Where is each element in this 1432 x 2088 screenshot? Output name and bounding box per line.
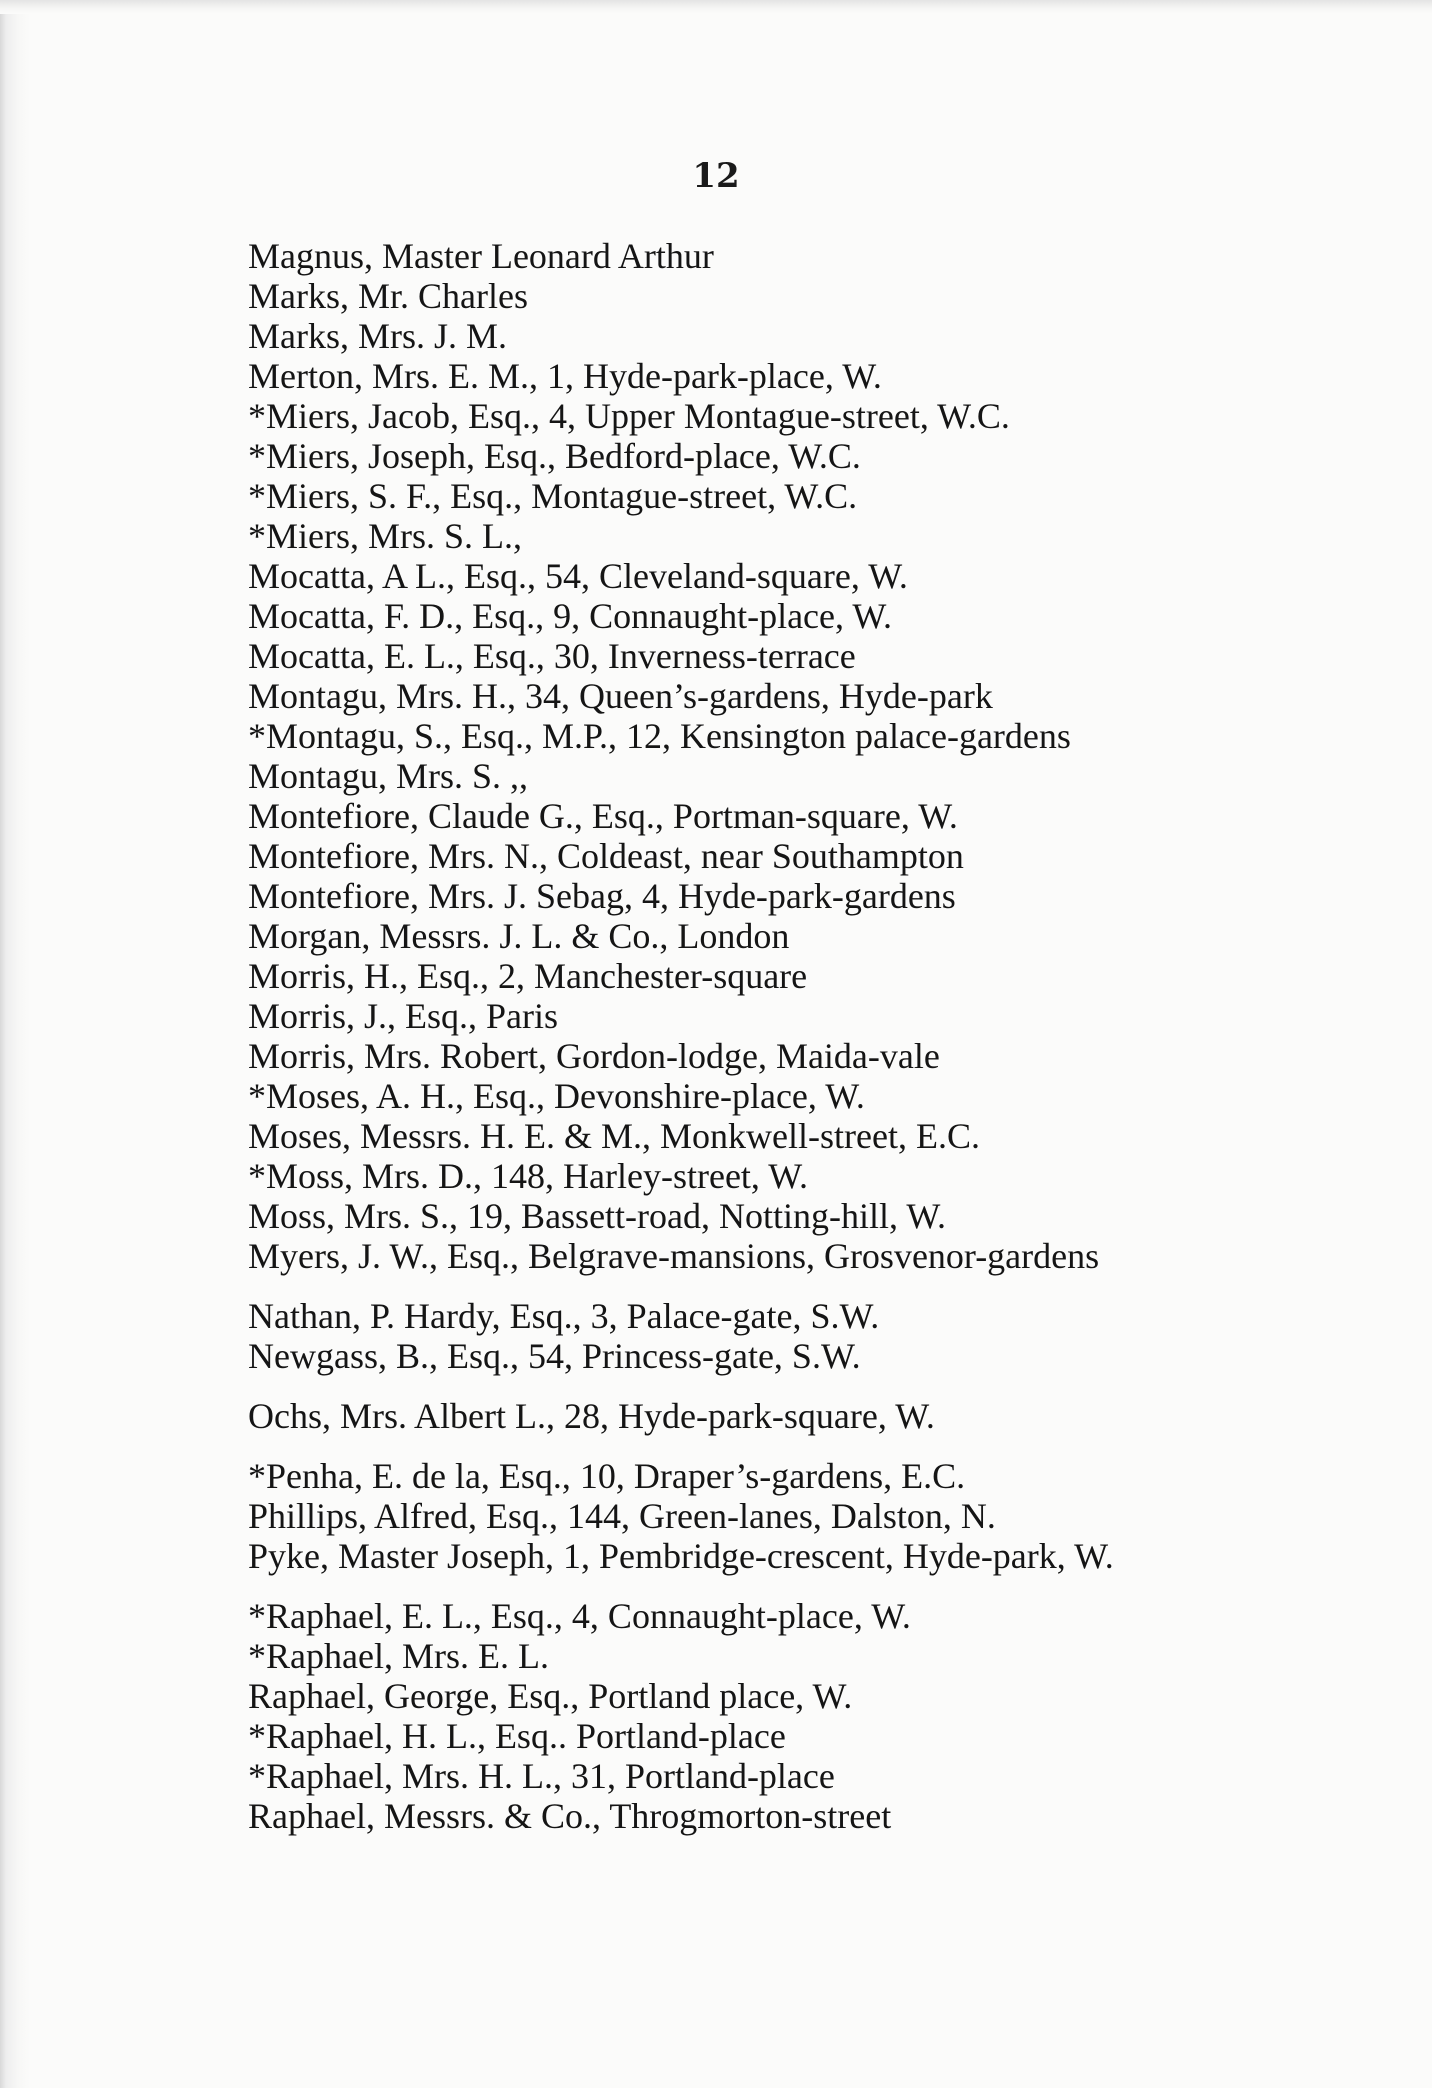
list-entry: Merton, Mrs. E. M., 1, Hyde-park-place, W. [248, 356, 882, 396]
list-entry: Moses, Messrs. H. E. & M., Monkwell-street, E.C. [248, 1116, 980, 1156]
list-entry: Marks, Mr. Charles [248, 276, 528, 316]
list-entry: Morris, Mrs. Robert, Gordon-lodge, Maida-vale [248, 1036, 940, 1076]
list-entry: Morris, H., Esq., 2, Manchester-square [248, 956, 808, 996]
list-entry: Raphael, George, Esq., Portland place, W. [248, 1676, 853, 1716]
list-entry: *Moss, Mrs. D., 148, Harley-street, W. [248, 1156, 808, 1196]
list-entry: Morris, J., Esq., Paris [248, 996, 559, 1036]
list-entry: Montagu, Mrs. S. ,, [248, 756, 529, 796]
list-entry: Nathan, P. Hardy, Esq., 3, Palace-gate, S.W. [248, 1296, 880, 1336]
list-entry: *Montagu, S., Esq., M.P., 12, Kensington palace-gardens [248, 716, 1071, 756]
list-entry: Myers, J. W., Esq., Belgrave-mansions, Grosvenor-gardens [248, 1236, 1100, 1276]
list-entry: *Raphael, E. L., Esq., 4, Connaught-place, W. [248, 1596, 911, 1636]
list-entry: Raphael, Messrs. & Co., Throgmorton-street [248, 1796, 892, 1836]
list-entry: Montefiore, Mrs. J. Sebag, 4, Hyde-park-gardens [248, 876, 956, 916]
list-entry: Montefiore, Mrs. N., Coldeast, near Southampton [248, 836, 964, 876]
list-entry: Phillips, Alfred, Esq., 144, Green-lanes, Dalston, N. [248, 1496, 996, 1536]
page-number: 12 [692, 156, 740, 196]
list-entry: Mocatta, E. L., Esq., 30, Inverness-terrace [248, 636, 856, 676]
list-entry: *Moses, A. H., Esq., Devonshire-place, W. [248, 1076, 865, 1116]
list-entry: Pyke, Master Joseph, 1, Pembridge-crescent, Hyde-park, W. [248, 1536, 1114, 1576]
list-entry: *Raphael, H. L., Esq.. Portland-place [248, 1716, 786, 1756]
list-entry: Mocatta, F. D., Esq., 9, Connaught-place, W. [248, 596, 893, 636]
list-entry: Montefiore, Claude G., Esq., Portman-square, W. [248, 796, 958, 836]
list-entry: Montagu, Mrs. H., 34, Queen’s-gardens, Hyde-park [248, 676, 993, 716]
list-entry: Magnus, Master Leonard Arthur [248, 236, 714, 276]
page-top-edge-shadow [0, 0, 1432, 14]
list-entry: Mocatta, A L., Esq., 54, Cleveland-square, W. [248, 556, 908, 596]
list-entry: *Penha, E. de la, Esq., 10, Draper’s-gardens, E.C. [248, 1456, 966, 1496]
list-entry: *Raphael, Mrs. E. L. [248, 1636, 549, 1676]
list-entry: Ochs, Mrs. Albert L., 28, Hyde-park-square, W. [248, 1396, 935, 1436]
list-entry: Newgass, B., Esq., 54, Princess-gate, S.W. [248, 1336, 861, 1376]
list-entry: Moss, Mrs. S., 19, Bassett-road, Notting-hill, W. [248, 1196, 947, 1236]
list-entry: *Miers, Jacob, Esq., 4, Upper Montague-street, W.C. [248, 396, 1010, 436]
list-entry: *Miers, Joseph, Esq., Bedford-place, W.C. [248, 436, 861, 476]
list-entry: *Raphael, Mrs. H. L., 31, Portland-place [248, 1756, 835, 1796]
list-entry: Morgan, Messrs. J. L. & Co., London [248, 916, 790, 956]
page-left-edge-shadow [0, 0, 30, 2088]
list-entry: *Miers, Mrs. S. L., [248, 516, 523, 556]
list-entry: *Miers, S. F., Esq., Montague-street, W.C. [248, 476, 858, 516]
list-entry: Marks, Mrs. J. M. [248, 316, 508, 356]
